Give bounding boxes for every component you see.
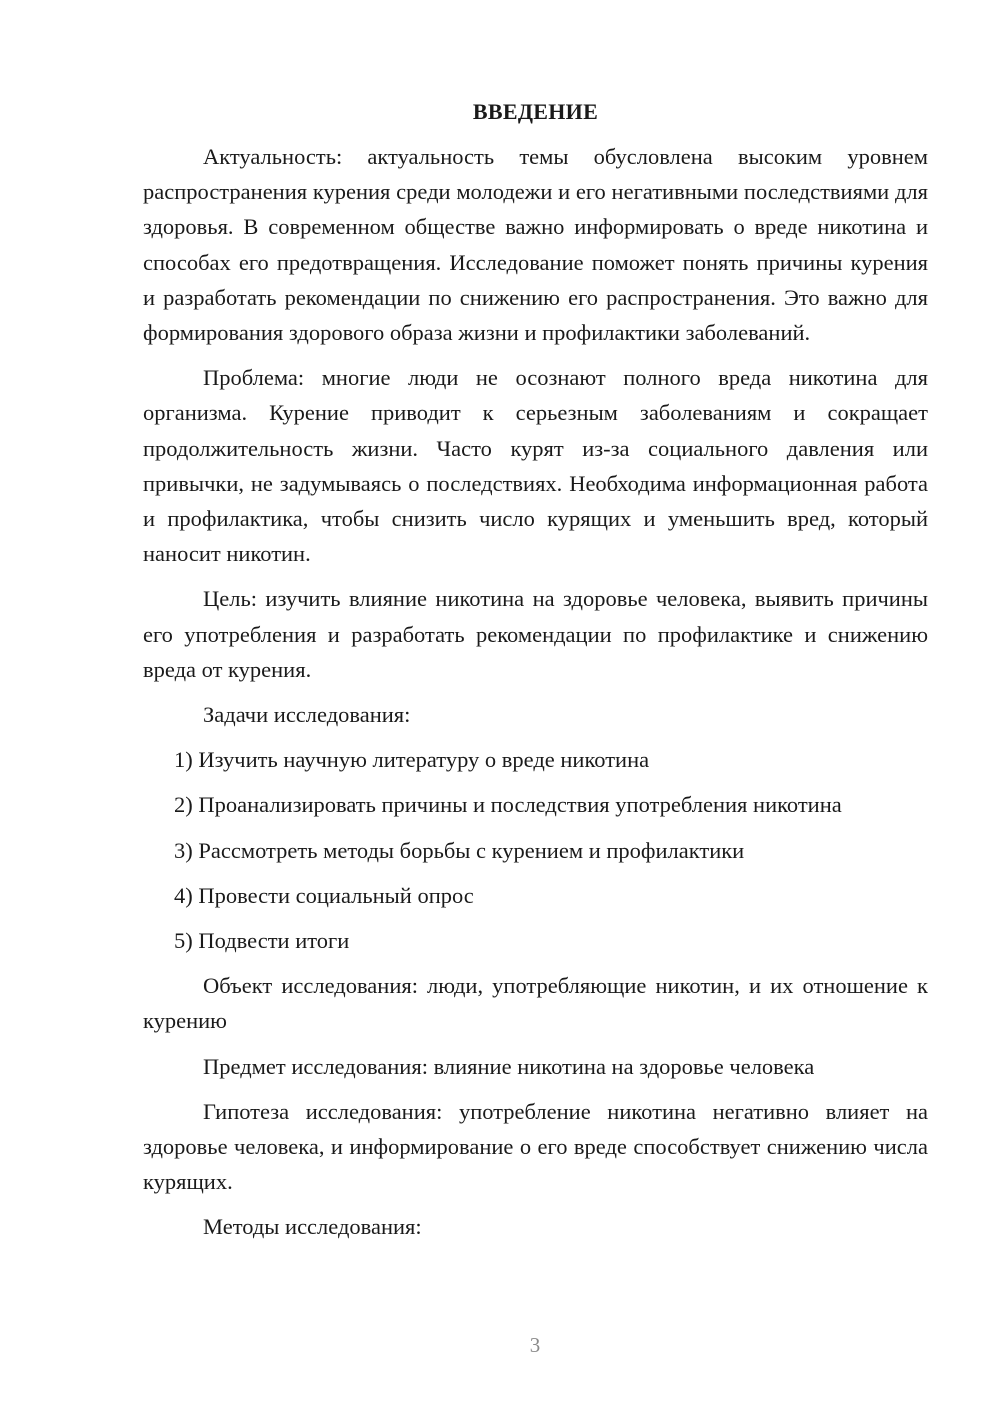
tasks-list	[143, 742, 928, 958]
page-number: 3	[529, 1333, 541, 1357]
section-heading: ВВЕДЕНИЕ	[472, 99, 599, 124]
task-item: 4) Провести социальный опрос	[174, 882, 474, 908]
task-item: 1) Изучить научную литературу о вреде никотина	[174, 747, 650, 773]
task-item: 5) Подвести итоги	[174, 928, 350, 954]
methods-heading: Методы исследования:	[203, 1214, 422, 1240]
tasks-heading: Задачи исследования:	[203, 702, 411, 728]
goal-paragraph: Цель: изучить влияние никотина на здоровье человека, выявить причины его употребления и разработать рекомендации по профилактике и снижению вреда от курения.	[143, 586, 928, 682]
relevance-paragraph: Актуальность: актуальность темы обусловлена высоким уровнем распространения курения среди молодежи и его негативными последствиями для здоровья. В современном обществе важно информировать о вреде никотина и способах его предотвращения. Исследование поможет понять причины курения и разработать рекомендации по снижению его распространения. Это важно для формирования здорового образа жизни и профилактики заболеваний.	[143, 144, 928, 346]
hypothesis-paragraph: Гипотеза исследования: употребление никотина негативно влияет на здоровье человека, и информирование о его вреде способствует снижению числа курящих.	[143, 1098, 928, 1195]
object-paragraph: Объект исследования: люди, употребляющие никотин, и их отношение к курению	[143, 973, 928, 1034]
task-item: 2) Проанализировать причины и последствия употребления никотина	[174, 792, 842, 818]
problem-paragraph: Проблема: многие люди не осознают полного вреда никотина для организма. Курение приводит к серьезным заболеваниям и сокращает продолжительность жизни. Часто курят из-за социального давления или привычки, не задумываясь о последствиях. Необходима информационная работа и профилактика, чтобы снизить число курящих и уменьшить вред, который наносит никотин.	[143, 365, 928, 567]
document-page	[143, 94, 928, 1245]
subject-paragraph: Предмет исследования: влияние никотина на здоровье человека	[203, 1053, 815, 1079]
task-item: 3) Рассмотреть методы борьбы с курением и профилактики	[174, 837, 745, 863]
